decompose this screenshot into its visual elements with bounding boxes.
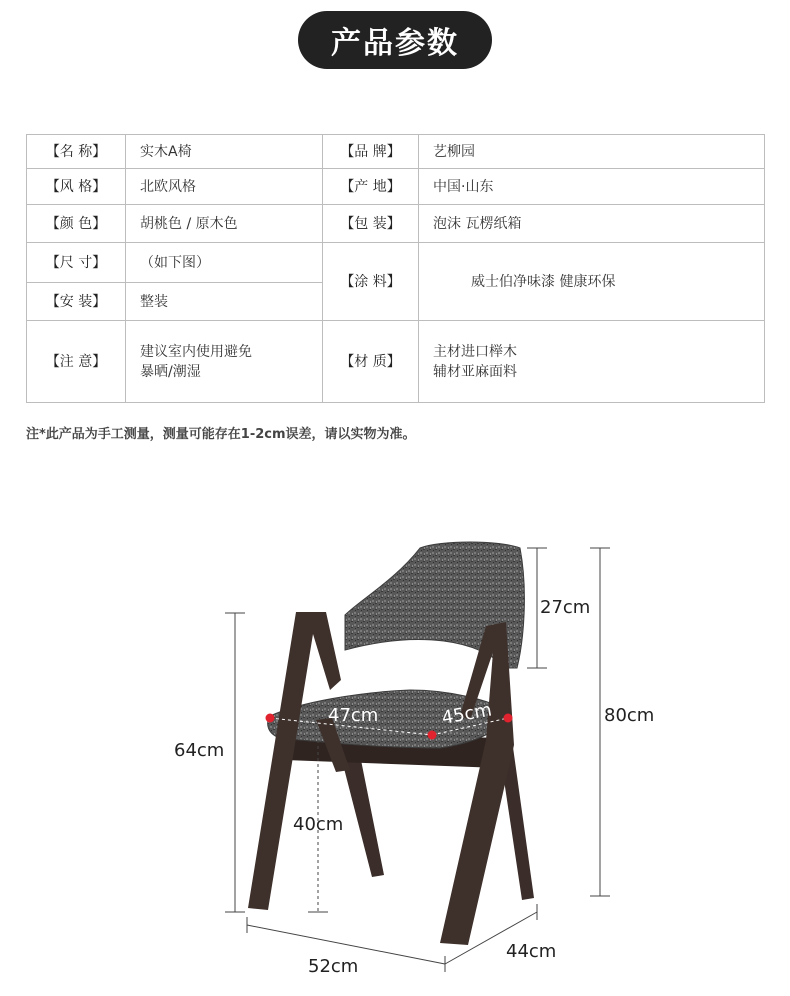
chair-right-frame xyxy=(440,622,514,945)
spec-value-brand: 艺柳园 xyxy=(419,135,765,169)
measurement-note: 注*此产品为手工测量，测量可能存在1-2cm误差，请以实物为准。 xyxy=(26,427,416,442)
measure-point-front xyxy=(428,731,437,740)
dim-seat-depth: 45cm xyxy=(440,699,494,729)
spec-label-notice: 【注 意】 xyxy=(27,321,126,403)
spec-label-install: 【安 装】 xyxy=(27,283,126,321)
spec-value-color: 胡桃色 / 原木色 xyxy=(126,205,323,243)
spec-label-brand: 【品 牌】 xyxy=(323,135,419,169)
chair-dimension-diagram xyxy=(0,520,790,996)
notice-line-2: 暴晒/潮湿 xyxy=(140,363,201,380)
dim-total-height: 80cm xyxy=(604,705,655,726)
material-line-1: 主材进口榉木 xyxy=(433,343,517,360)
measure-point-left xyxy=(266,714,275,723)
spec-row xyxy=(27,243,765,283)
spec-label-package: 【包 装】 xyxy=(323,205,419,243)
spec-label-paint: 【涂 料】 xyxy=(323,243,419,321)
measure-point-right xyxy=(504,714,513,723)
spec-row xyxy=(27,205,765,243)
spec-value-material xyxy=(419,321,765,403)
material-line-2: 辅材亚麻面料 xyxy=(433,363,517,380)
spec-row xyxy=(27,135,765,169)
spec-label-name: 【名 称】 xyxy=(27,135,126,169)
dim-total-depth: 44cm xyxy=(506,941,557,962)
dim-backrest-height: 27cm xyxy=(540,597,591,618)
page-title: 产品参数 xyxy=(298,11,492,69)
spec-value-size: （如下图） xyxy=(126,243,323,283)
spec-value-style: 北欧风格 xyxy=(126,169,323,205)
spec-value-paint: 威士伯净味漆 健康环保 xyxy=(419,243,765,321)
dim-total-width: 52cm xyxy=(308,956,359,977)
spec-value-package: 泡沫 瓦楞纸箱 xyxy=(419,205,765,243)
spec-value-install: 整装 xyxy=(126,283,323,321)
spec-label-color: 【颜 色】 xyxy=(27,205,126,243)
dim-armrest-height: 64cm xyxy=(174,740,225,761)
spec-value-notice xyxy=(126,321,323,403)
spec-label-material: 【材 质】 xyxy=(323,321,419,403)
spec-row xyxy=(27,321,765,403)
notice-line-1: 建议室内使用避免 xyxy=(140,343,252,360)
spec-row xyxy=(27,169,765,205)
spec-value-name: 实木A椅 xyxy=(126,135,323,169)
dim-seat-width: 47cm xyxy=(328,705,379,726)
dim-seat-height: 40cm xyxy=(293,814,344,835)
spec-label-origin: 【产 地】 xyxy=(323,169,419,205)
spec-label-style: 【风 格】 xyxy=(27,169,126,205)
spec-table xyxy=(26,134,765,403)
spec-value-origin: 中国·山东 xyxy=(419,169,765,205)
spec-label-size: 【尺 寸】 xyxy=(27,243,126,283)
